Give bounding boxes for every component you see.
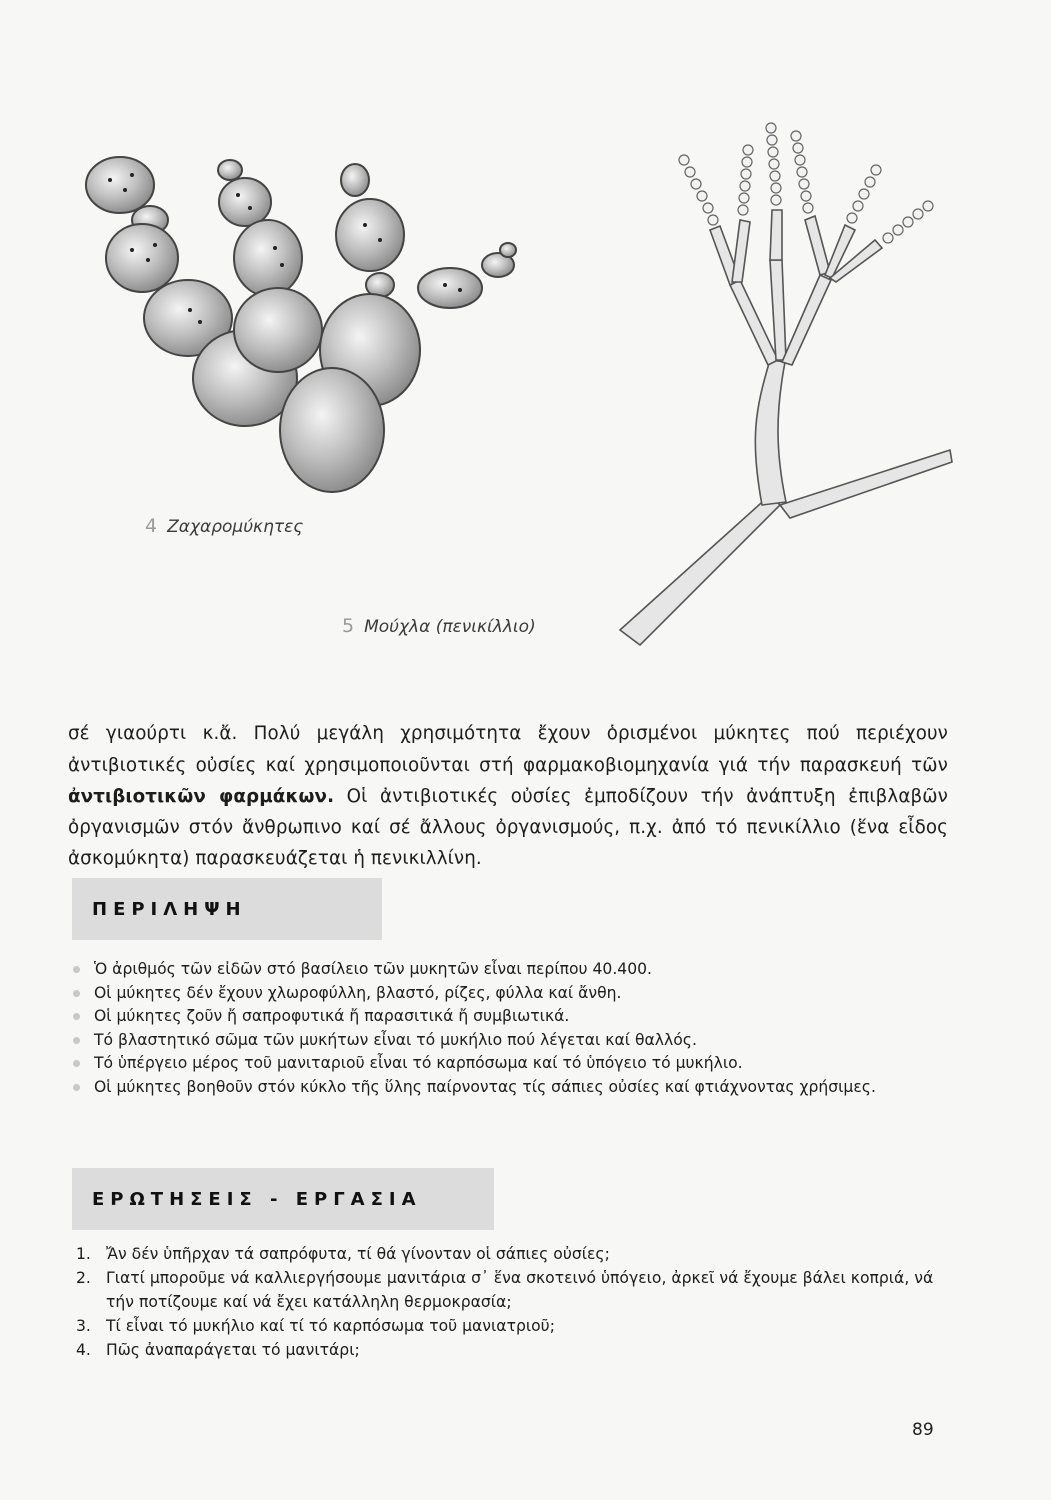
figure-5-text: Μούχλα (πενικίλλιο)	[364, 617, 536, 637]
question-number: 3.	[76, 1317, 91, 1335]
bullet-icon	[73, 1037, 80, 1044]
figure-4-caption	[145, 515, 303, 537]
question-text: Πῶς ἀναπαράγεται τό μανιτάρι;	[106, 1341, 360, 1359]
figure-5-caption	[342, 615, 536, 637]
question-item	[76, 1338, 956, 1362]
summary-item-text: Οἱ μύκητες βοηθοῦν στόν κύκλο τῆς ὕλης παίρνοντας τίς σάπιες οὐσίες καί φτιάχνοντας χρήσιμες.	[94, 1077, 876, 1096]
summary-header	[72, 878, 382, 940]
summary-item	[72, 1052, 952, 1076]
question-item	[76, 1266, 956, 1314]
bullet-icon	[73, 1084, 80, 1091]
summary-item-text: Οἱ μύκητες δέν ἔχουν χλωροφύλλη, βλαστό, ρίζες, φύλλα καί ἄνθη.	[94, 983, 622, 1002]
question-number: 2.	[76, 1269, 91, 1287]
bullet-icon	[73, 966, 80, 973]
question-text: Ἄν δέν ὑπῆρχαν τά σαπρόφυτα, τί θά γίνονταν οἱ σάπιες οὐσίες;	[106, 1245, 610, 1263]
summary-item-text: Τό ὑπέργειο μέρος τοῦ μανιταριοῦ εἶναι τό καρπόσωμα καί τό ὑπόγειο τό μυκήλιο.	[94, 1054, 743, 1073]
summary-item-text: Τό βλαστητικό σῶμα τῶν μυκήτων εἶναι τό μυκήλιο πού λέγεται καί θαλλός.	[94, 1030, 697, 1049]
page-number: 89	[912, 1420, 934, 1440]
figure-5-number: 5	[342, 615, 355, 637]
summary-item	[72, 1029, 952, 1053]
question-text: Γιατί μποροῦμε νά καλλιεργήσουμε μανιτάρια σ᾿ ἕνα σκοτεινό ὑπόγειο, ἀρκεῖ νά ἔχουμε βάλει κοπριά, νά τήν ποτίζουμε καί νά ἔχει κατάλληλη θερμοκρασία;	[106, 1269, 934, 1311]
summary-title: ΠΕΡΙΛΗΨΗ	[92, 898, 247, 920]
question-number: 4.	[76, 1341, 91, 1359]
bullet-icon	[73, 1013, 80, 1020]
summary-item	[72, 1005, 952, 1029]
summary-item-text: Ὁ ἀριθμός τῶν εἰδῶν στό βασίλειο τῶν μυκητῶν εἶναι περίπου 40.400.	[94, 960, 653, 978]
summary-item	[72, 982, 952, 1006]
questions-title: ΕΡΩΤΗΣΕΙΣ - ΕΡΓΑΣΙΑ	[92, 1188, 422, 1210]
paragraph-text-end: Οἱ ἀντιβιοτικές οὐσίες ἐμποδίζουν τήν ἀνάπτυξη ἐπιβλαβῶν ὀργανισμῶν στόν ἄνθρωπινο καί σέ ἄλλους ὀργανισμούς, π.χ. ἀπό τό πενικίλλιο (ἕνα εἶδος ἀσκομύκητα) παρασκευάζεται ἡ πενικιλλίνη.	[68, 785, 948, 870]
question-item	[76, 1242, 956, 1266]
questions-header	[72, 1168, 494, 1230]
question-item	[76, 1314, 956, 1338]
paragraph-text-start: σέ γιαούρτι κ.ἄ. Πολύ μεγάλη χρησιμότητα ἔχουν ὁρισμένοι μύκητες πού περιέχουν ἀντιβιοτικές οὐσίες καί χρησιμοποιοῦνται στή φαρμακοβιομηχανία γιά τήν παρασκευή τῶν	[68, 723, 948, 776]
paragraph-bold-term: ἀντιβιοτικῶν φαρμάκων.	[68, 785, 335, 807]
question-number: 1.	[76, 1245, 91, 1263]
body-paragraph	[68, 718, 948, 874]
questions-list	[76, 1242, 956, 1362]
figure-4-text: Ζαχαρομύκητες	[167, 517, 304, 537]
summary-item	[72, 1076, 952, 1100]
yeast-illustration	[70, 140, 540, 520]
question-text: Τί εἶναι τό μυκήλιο καί τί τό καρπόσωμα τοῦ μανιατριοῦ;	[106, 1317, 555, 1335]
summary-item-text: Οἱ μύκητες ζοῦν ἤ σαπροφυτικά ἤ παρασιτικά ἤ συμβιωτικά.	[94, 1007, 570, 1026]
summary-list	[72, 958, 952, 1100]
bullet-icon	[73, 1060, 80, 1067]
penicillium-illustration	[580, 110, 960, 650]
bullet-icon	[73, 990, 80, 997]
summary-item	[72, 958, 952, 982]
figure-4-number: 4	[145, 515, 158, 537]
